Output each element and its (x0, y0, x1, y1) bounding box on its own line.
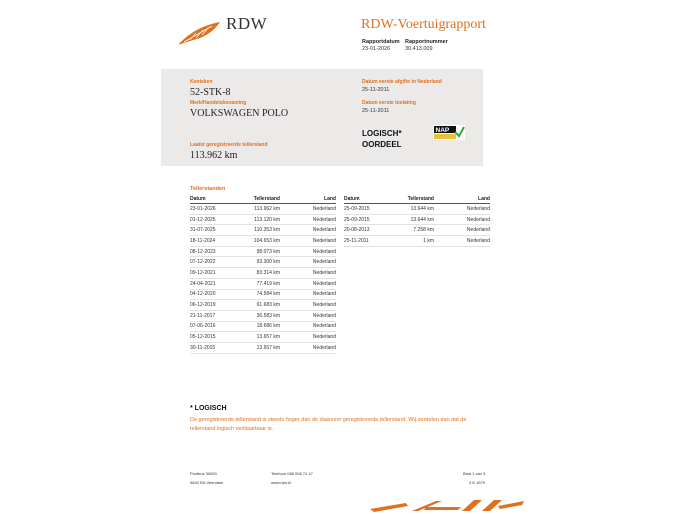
logisch-explanation-text: De geregistreerde tellerstand is steeds hoger dan de daarvoor geregistreerde tellerstand. Wij oordelen dan dat de tellerstand logisch verklaarbaar is. (190, 417, 467, 432)
table-header-row (344, 195, 490, 204)
cell-land: Nederland (280, 300, 336, 311)
cell-tellerstand: 1 km (394, 236, 434, 247)
cell-land: Nederland (280, 246, 336, 257)
rapportnummer-value: 30.413.009 (405, 46, 433, 52)
cell-datum: 25-11-2011 (344, 236, 394, 247)
table-row (190, 321, 336, 332)
rdw-feather-logo-icon (176, 20, 222, 46)
kenteken-label: Kenteken (190, 79, 213, 85)
report-title: RDW-Voertuigrapport (361, 17, 486, 32)
cell-datum: 30-11-2015 (190, 342, 240, 353)
cell-datum: 04-12-2020 (190, 289, 240, 300)
cell-datum: 18-11-2024 (190, 236, 240, 247)
column-header-datum: Datum (344, 195, 394, 204)
footer-code: 3 E 1679 (469, 480, 486, 485)
eerste-toelating-value: 25-11-2011 (362, 108, 390, 114)
cell-datum: 31-07-2025 (190, 225, 240, 236)
cell-datum: 25-09-2015 (344, 214, 394, 225)
table-row (190, 278, 336, 289)
table-row (190, 246, 336, 257)
rapportnummer-label: Rapportnummer (405, 39, 448, 45)
footer-telefoon: Telefoon 088 008 74 47 (271, 471, 313, 476)
oordeel-line-2: OORDEEL (362, 140, 402, 149)
cell-land: Nederland (434, 204, 490, 215)
merk-label: Merk/Handelsbenaming (190, 100, 247, 106)
table-row (190, 300, 336, 311)
cell-tellerstand: 13.644 km (394, 204, 434, 215)
cell-datum: 09-12-2021 (190, 268, 240, 279)
cell-datum: 24-04-2021 (190, 278, 240, 289)
cell-datum: 25-09-2015 (344, 204, 394, 215)
table-row (190, 310, 336, 321)
cell-land: Nederland (280, 289, 336, 300)
cell-land: Nederland (434, 236, 490, 247)
column-header-tellerstand: Tellerstand (240, 195, 280, 204)
table-row (190, 332, 336, 343)
oordeel-heading (362, 128, 402, 150)
teller-label: Laatst geregistreerde tellerstand (190, 142, 268, 148)
footer-website: www.rdw.nl (271, 480, 292, 485)
cell-land: Nederland (280, 257, 336, 268)
rapportdatum-label: Rapportdatum (362, 39, 400, 45)
logo-text: RDW (226, 14, 268, 33)
table-row (190, 289, 336, 300)
cell-tellerstand: 104.653 km (240, 236, 280, 247)
eerste-toelating-label: Datum eerste toelating (362, 100, 416, 106)
cell-tellerstand: 18.686 km (240, 321, 280, 332)
table-row (190, 225, 336, 236)
cell-land: Nederland (280, 342, 336, 353)
cell-tellerstand: 36.583 km (240, 310, 280, 321)
table-row (344, 214, 490, 225)
cell-land: Nederland (280, 236, 336, 247)
cell-datum: 20-08-2013 (344, 225, 394, 236)
table-row (190, 214, 336, 225)
table-row (344, 225, 490, 236)
table-row (190, 236, 336, 247)
cell-tellerstand: 98.073 km (240, 246, 280, 257)
teller-value: 113.962 km (190, 150, 238, 161)
table-row (344, 204, 490, 215)
cell-datum: 08-12-2023 (190, 246, 240, 257)
cell-datum: 21-11-2017 (190, 310, 240, 321)
footer-postbus: Postbus 30000 (190, 471, 217, 476)
cell-land: Nederland (280, 214, 336, 225)
table-row (190, 268, 336, 279)
footer-address: 9640 RA Veendam (190, 480, 224, 485)
cell-tellerstand: 7.258 km (394, 225, 434, 236)
cell-tellerstand: 61.683 km (240, 300, 280, 311)
rapportdatum-value: 23-01-2026 (362, 46, 391, 52)
cell-land: Nederland (434, 225, 490, 236)
table-header-row (190, 195, 336, 204)
cell-land: Nederland (280, 332, 336, 343)
cell-tellerstand: 74.584 km (240, 289, 280, 300)
cell-tellerstand: 113.120 km (240, 214, 280, 225)
footer-page-number: Blad 1 van 3 (463, 471, 486, 476)
cell-land: Nederland (280, 204, 336, 215)
cell-datum: 07-06-2016 (190, 321, 240, 332)
cell-datum: 05-12-2015 (190, 332, 240, 343)
cell-tellerstand: 13.657 km (240, 332, 280, 343)
oordeel-line-1: LOGISCH* (362, 129, 402, 138)
column-header-land: Land (434, 195, 490, 204)
cell-tellerstand: 113.962 km (240, 204, 280, 215)
eerste-afgifte-value: 25-11-2011 (362, 87, 390, 93)
table-row (344, 236, 490, 247)
kenteken-value: 52-STK-8 (190, 87, 231, 98)
cell-land: Nederland (280, 268, 336, 279)
tellerstanden-table-right (344, 195, 490, 247)
cell-land: Nederland (434, 214, 490, 225)
cell-datum: 01-12-2025 (190, 214, 240, 225)
cell-tellerstand: 13.657 km (240, 342, 280, 353)
logisch-explanation-title: * LOGISCH (190, 405, 227, 412)
column-header-tellerstand: Tellerstand (394, 195, 434, 204)
tellerstanden-title: Tellerstanden (190, 186, 226, 192)
cell-land: Nederland (280, 310, 336, 321)
nap-logo-text: NAP (435, 127, 450, 134)
cell-datum: 06-12-2019 (190, 300, 240, 311)
cell-land: Nederland (280, 278, 336, 289)
table-row (190, 342, 336, 353)
cell-tellerstand: 13.644 km (394, 214, 434, 225)
cell-land: Nederland (280, 225, 336, 236)
table-row (190, 257, 336, 268)
column-header-land: Land (280, 195, 336, 204)
cell-tellerstand: 83.314 km (240, 268, 280, 279)
merk-value: VOLKSWAGEN POLO (190, 108, 289, 119)
cell-land: Nederland (280, 321, 336, 332)
rdw-decorative-stripes-icon (366, 497, 526, 514)
cell-datum: 07-12-2022 (190, 257, 240, 268)
eerste-afgifte-label: Datum eerste afgifte in Nederland (362, 79, 442, 85)
tellerstanden-table-left (190, 195, 336, 354)
column-header-datum: Datum (190, 195, 240, 204)
cell-tellerstand: 77.419 km (240, 278, 280, 289)
cell-datum: 23-01-2026 (190, 204, 240, 215)
nap-logo-icon (433, 125, 465, 140)
cell-tellerstand: 93.300 km (240, 257, 280, 268)
cell-tellerstand: 110.353 km (240, 225, 280, 236)
table-row (190, 204, 336, 215)
